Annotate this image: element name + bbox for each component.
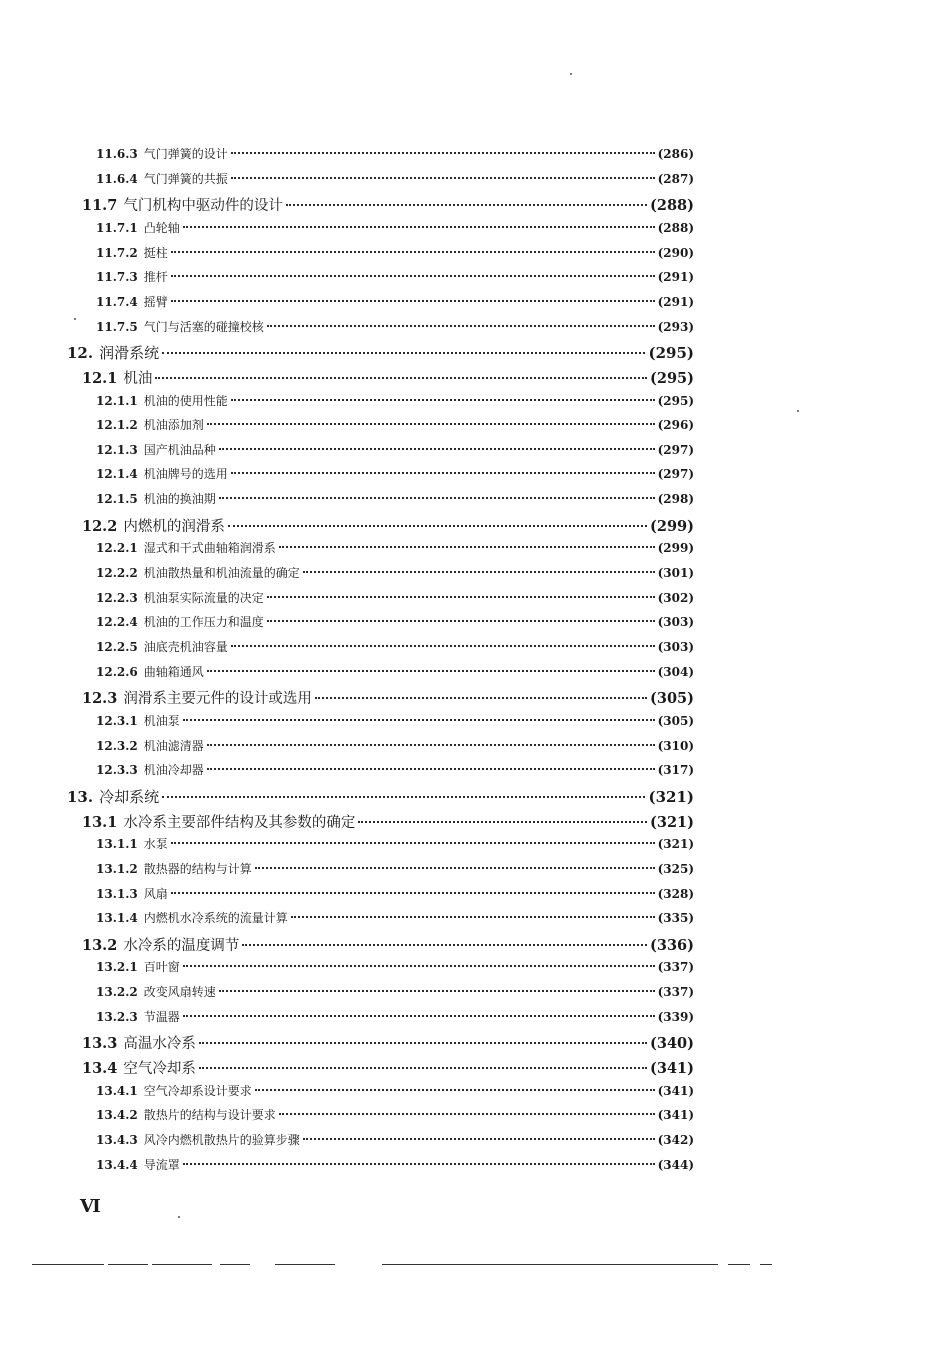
toc-entry-number: 12. — [67, 344, 94, 363]
dot-leader — [199, 1042, 647, 1044]
toc-entry — [96, 441, 694, 458]
dot-leader — [171, 251, 655, 253]
toc-entry-title: 曲轴箱通风 — [143, 664, 204, 679]
toc-entry — [82, 1032, 694, 1053]
toc-entry — [96, 885, 694, 902]
dot-leader — [171, 300, 655, 302]
toc-entry — [82, 934, 694, 955]
toc-entry-number: 13.4.2 — [96, 1108, 138, 1123]
toc-entry-number: 12.2.2 — [96, 566, 138, 581]
toc-entry-title: 机油的使用性能 — [143, 393, 228, 408]
toc-entry-number: 11.7.5 — [96, 319, 138, 334]
toc-entry — [96, 392, 694, 409]
scan-rule — [108, 1264, 148, 1265]
toc-entry — [82, 811, 694, 832]
toc-entry — [96, 860, 694, 877]
toc-entry-page: (303) — [657, 640, 694, 654]
toc-entry — [96, 465, 694, 482]
toc-entry-title: 节温器 — [143, 1009, 180, 1024]
toc-entry-page: (342) — [657, 1133, 694, 1147]
scan-speck — [74, 318, 76, 320]
toc-entry-title: 内燃机的润滑系 — [123, 518, 225, 535]
toc-entry-number: 12.1.1 — [96, 393, 138, 408]
toc-entry-number: 13.2.1 — [96, 960, 138, 975]
page-number: Ⅵ — [80, 1196, 101, 1217]
dot-leader — [228, 525, 647, 527]
dot-leader — [358, 821, 647, 823]
toc-entry — [96, 564, 694, 581]
dot-leader — [207, 670, 655, 672]
toc-entry — [96, 145, 694, 162]
toc-entry — [82, 687, 694, 708]
toc-entry-title: 风扇 — [143, 886, 168, 901]
toc-entry — [82, 194, 694, 215]
toc-entry-page: (298) — [657, 492, 694, 507]
toc-entry-number: 12.3 — [82, 690, 118, 708]
toc-entry-page: (295) — [657, 393, 694, 408]
toc-entry-number: 11.7.2 — [96, 245, 138, 260]
toc-entry-title: 气门弹簧的设计 — [143, 147, 228, 161]
scan-rule — [152, 1264, 212, 1265]
toc-entry-page: (340) — [650, 1035, 694, 1053]
toc-entry-page: (286) — [657, 147, 694, 161]
toc-entry — [96, 1106, 694, 1123]
toc-entry-page: (297) — [657, 467, 694, 482]
toc-entry-number: 13.1.4 — [96, 911, 138, 926]
toc-entry-number: 13.1.2 — [96, 861, 138, 876]
scan-rule — [760, 1264, 772, 1265]
toc-entry-page: (317) — [657, 763, 694, 778]
toc-entry-page: (325) — [657, 861, 694, 876]
scan-rule — [382, 1264, 718, 1265]
dot-leader — [279, 1113, 655, 1115]
toc-entry — [96, 1156, 694, 1173]
toc-entry-title: 百叶窗 — [143, 960, 180, 975]
toc-entry — [82, 367, 694, 388]
toc-entry-number: 12.1.5 — [96, 492, 138, 507]
toc-entry-number: 12.1.4 — [96, 467, 138, 482]
toc-entry — [96, 1008, 694, 1025]
toc-entry-page: (321) — [657, 837, 694, 852]
toc-entry — [96, 958, 694, 975]
scan-speck — [178, 1216, 180, 1218]
scan-rule — [275, 1264, 335, 1265]
dot-leader — [219, 990, 655, 992]
toc-entry-number: 11.7.1 — [96, 220, 138, 235]
toc-entry-title: 空气冷却系设计要求 — [143, 1083, 252, 1098]
toc-entry-page: (290) — [657, 245, 694, 260]
dot-leader — [231, 177, 655, 179]
dot-leader — [267, 596, 655, 598]
toc-entry — [67, 342, 694, 363]
toc-entry-number: 12.2.6 — [96, 664, 138, 679]
toc-entry-page: (341) — [650, 1060, 694, 1078]
toc-entry-page: (297) — [657, 442, 694, 457]
toc-entry-title: 国产机油品种 — [143, 442, 216, 457]
toc-entry-page: (299) — [650, 517, 694, 535]
toc-entry-number: 13. — [67, 787, 94, 806]
scan-rule — [32, 1264, 104, 1265]
toc-entry-number: 11.7.4 — [96, 294, 138, 309]
toc-entry-page: (328) — [657, 886, 694, 901]
toc-entry-title: 机油添加剂 — [143, 418, 204, 433]
dot-leader — [231, 152, 655, 154]
toc-entry-number: 12.2.1 — [96, 541, 138, 556]
toc-entry-number: 13.4.3 — [96, 1133, 138, 1147]
dot-leader — [171, 275, 655, 277]
toc-entry-number: 13.2.2 — [96, 985, 138, 1000]
toc-entry-title: 机油牌号的选用 — [143, 467, 228, 482]
dot-leader — [231, 399, 655, 401]
toc-entry-number: 11.7.3 — [96, 270, 138, 285]
toc-entry-page: (321) — [648, 787, 694, 806]
toc-entry-number: 12.3.3 — [96, 763, 138, 778]
toc-entry-page: (336) — [650, 936, 694, 954]
dot-leader — [183, 719, 655, 721]
toc-entry-page: (301) — [657, 566, 694, 581]
toc-entry — [82, 515, 694, 536]
toc-entry — [96, 589, 694, 606]
toc-entry-title: 散热器的结构与计算 — [143, 861, 252, 876]
toc-entry-page: (293) — [657, 319, 694, 334]
toc-entry-number: 13.2 — [82, 936, 118, 954]
toc-entry-number: 13.1.3 — [96, 886, 138, 901]
dot-leader — [171, 842, 655, 844]
toc-entry — [96, 244, 694, 261]
toc-entry-title: 机油滤清器 — [143, 738, 204, 753]
dot-leader — [183, 1163, 655, 1165]
toc-entry-number: 12.2.3 — [96, 590, 138, 605]
toc-entry-page: (339) — [657, 1009, 694, 1024]
toc-entry — [96, 1131, 694, 1148]
toc-entry-page: (302) — [657, 590, 694, 605]
toc-entry-number: 12.2.5 — [96, 640, 138, 654]
toc-entry-title: 水冷系的温度调节 — [123, 937, 240, 954]
toc-entry — [96, 983, 694, 1000]
toc-entry — [96, 1082, 694, 1099]
toc-entry-title: 空气冷却系 — [123, 1061, 196, 1078]
toc-entry-page: (291) — [657, 294, 694, 309]
toc-entry-page: (291) — [657, 270, 694, 285]
toc-entry-title: 机油的换油期 — [143, 492, 216, 507]
toc-entry-title: 机油 — [123, 370, 153, 387]
dot-leader — [183, 1015, 655, 1017]
toc-entry-title: 润滑系主要元件的设计或选用 — [123, 691, 312, 708]
toc-entry — [96, 737, 694, 754]
dot-leader — [279, 546, 655, 548]
toc-entry-title: 气门弹簧的共振 — [143, 171, 228, 186]
toc-entry-page: (287) — [657, 171, 694, 186]
toc-entry-number: 13.1.1 — [96, 837, 138, 852]
toc-entry-title: 挺柱 — [143, 245, 168, 260]
dot-leader — [162, 352, 645, 354]
dot-leader — [242, 944, 647, 946]
toc-entry-title: 机油泵实际流量的决定 — [143, 590, 264, 605]
toc-entry — [96, 219, 694, 236]
toc-entry-number: 13.2.3 — [96, 1009, 138, 1024]
dot-leader — [171, 892, 655, 894]
toc-entry-title: 机油散热量和机油流量的确定 — [143, 566, 300, 581]
toc-entry-title: 气门机构中驱动件的设计 — [123, 198, 283, 215]
toc-entry-title: 高温水冷系 — [123, 1036, 196, 1053]
toc-entry-page: (335) — [657, 911, 694, 926]
toc-entry-title: 湿式和干式曲轴箱润滑系 — [143, 541, 276, 556]
toc-entry-page: (341) — [657, 1083, 694, 1098]
toc-entry-number: 13.4.1 — [96, 1083, 138, 1098]
toc-entry — [96, 170, 694, 187]
toc-entry-title: 摇臂 — [143, 294, 168, 309]
toc-entry-number: 13.4 — [82, 1060, 118, 1078]
dot-leader — [207, 744, 655, 746]
toc-entry-page: (305) — [650, 690, 694, 708]
dot-leader — [255, 1089, 655, 1091]
dot-leader — [286, 204, 647, 206]
toc-entry-title: 内燃机水冷系统的流量计算 — [143, 911, 288, 926]
dot-leader — [303, 571, 655, 573]
toc-entry — [96, 835, 694, 852]
dot-leader — [199, 1067, 647, 1069]
toc-entry-page: (296) — [657, 418, 694, 433]
toc-entry-page: (337) — [657, 960, 694, 975]
toc-entry-number: 12.3.2 — [96, 738, 138, 753]
dot-leader — [162, 796, 645, 798]
dot-leader — [231, 645, 655, 647]
toc-entry-page: (344) — [657, 1157, 694, 1172]
toc-entry-title: 推杆 — [143, 270, 168, 285]
toc-entry-page: (341) — [657, 1108, 694, 1123]
toc-entry-number: 13.4.4 — [96, 1157, 138, 1172]
scan-speck — [797, 410, 799, 412]
dot-leader — [219, 497, 655, 499]
toc-entry-number: 13.1 — [82, 813, 118, 831]
toc-entry-page: (304) — [657, 664, 694, 679]
toc-entry-title: 风冷内燃机散热片的验算步骤 — [143, 1133, 300, 1147]
toc-entry-number: 11.7 — [82, 197, 118, 215]
toc-entry-page: (295) — [648, 344, 694, 363]
toc-entry — [96, 293, 694, 310]
toc-entry-page: (321) — [650, 813, 694, 831]
toc-entry — [96, 490, 694, 507]
toc-entry-title: 水冷系主要部件结构及其参数的确定 — [123, 814, 356, 831]
dot-leader — [207, 768, 655, 770]
dot-leader — [267, 620, 655, 622]
toc-entry — [96, 539, 694, 556]
toc-entry-title: 水泵 — [143, 837, 168, 852]
toc-entry-page: (299) — [657, 541, 694, 556]
toc-entry-page: (337) — [657, 985, 694, 1000]
toc-entry-page: (288) — [650, 197, 694, 215]
toc-entry — [82, 1057, 694, 1078]
dot-leader — [303, 1138, 655, 1140]
toc-entry-number: 13.3 — [82, 1035, 118, 1053]
toc-entry-number: 12.1 — [82, 369, 118, 387]
toc-entry-number: 12.1.3 — [96, 442, 138, 457]
toc-entry — [96, 638, 694, 655]
toc-entry-number: 11.6.3 — [96, 147, 138, 161]
dot-leader — [255, 867, 655, 869]
dot-leader — [315, 697, 647, 699]
toc-entry — [96, 712, 694, 729]
toc-entry-title: 润滑系统 — [99, 344, 160, 363]
dot-leader — [183, 226, 655, 228]
scan-rule — [728, 1264, 750, 1265]
dot-leader — [291, 916, 655, 918]
toc-entry-page: (303) — [657, 615, 694, 630]
toc-entry-title: 冷却系统 — [99, 787, 160, 806]
toc-entry — [96, 318, 694, 335]
dot-leader — [231, 472, 655, 474]
toc-entry — [96, 909, 694, 926]
dot-leader — [219, 448, 655, 450]
toc-entry — [96, 663, 694, 680]
toc-entry-number: 12.3.1 — [96, 713, 138, 728]
toc-entry-number: 12.2.4 — [96, 615, 138, 630]
toc-entry-title: 凸轮轴 — [143, 220, 180, 235]
toc-entry-title: 气门与活塞的碰撞校核 — [143, 319, 264, 334]
toc-entry-number: 12.1.2 — [96, 418, 138, 433]
dot-leader — [183, 965, 655, 967]
toc-entry — [96, 613, 694, 630]
toc-entry — [67, 786, 694, 807]
dot-leader — [207, 423, 655, 425]
toc-entry-title: 机油泵 — [143, 713, 180, 728]
toc-entry-title: 散热片的结构与设计要求 — [143, 1108, 276, 1123]
toc-entry-page: (310) — [657, 738, 694, 753]
scan-rule — [220, 1264, 250, 1265]
toc-entry-title: 改变风扇转速 — [143, 985, 216, 1000]
dot-leader — [267, 325, 655, 327]
toc-entry-number: 11.6.4 — [96, 171, 138, 186]
toc-entry — [96, 761, 694, 778]
toc-entry-number: 12.2 — [82, 517, 118, 535]
toc-entry-page: (305) — [657, 713, 694, 728]
scan-speck — [570, 73, 572, 75]
toc-entry — [96, 268, 694, 285]
toc-entry-title: 机油的工作压力和温度 — [143, 615, 264, 630]
toc-entry-title: 油底壳机油容量 — [143, 640, 228, 654]
toc-entry-page: (288) — [657, 220, 694, 235]
toc-entry-title: 导流罩 — [143, 1157, 180, 1172]
toc-entry-page: (295) — [650, 369, 694, 387]
toc-entry — [96, 416, 694, 433]
toc-entry-title: 机油冷却器 — [143, 763, 204, 778]
dot-leader — [155, 377, 647, 379]
